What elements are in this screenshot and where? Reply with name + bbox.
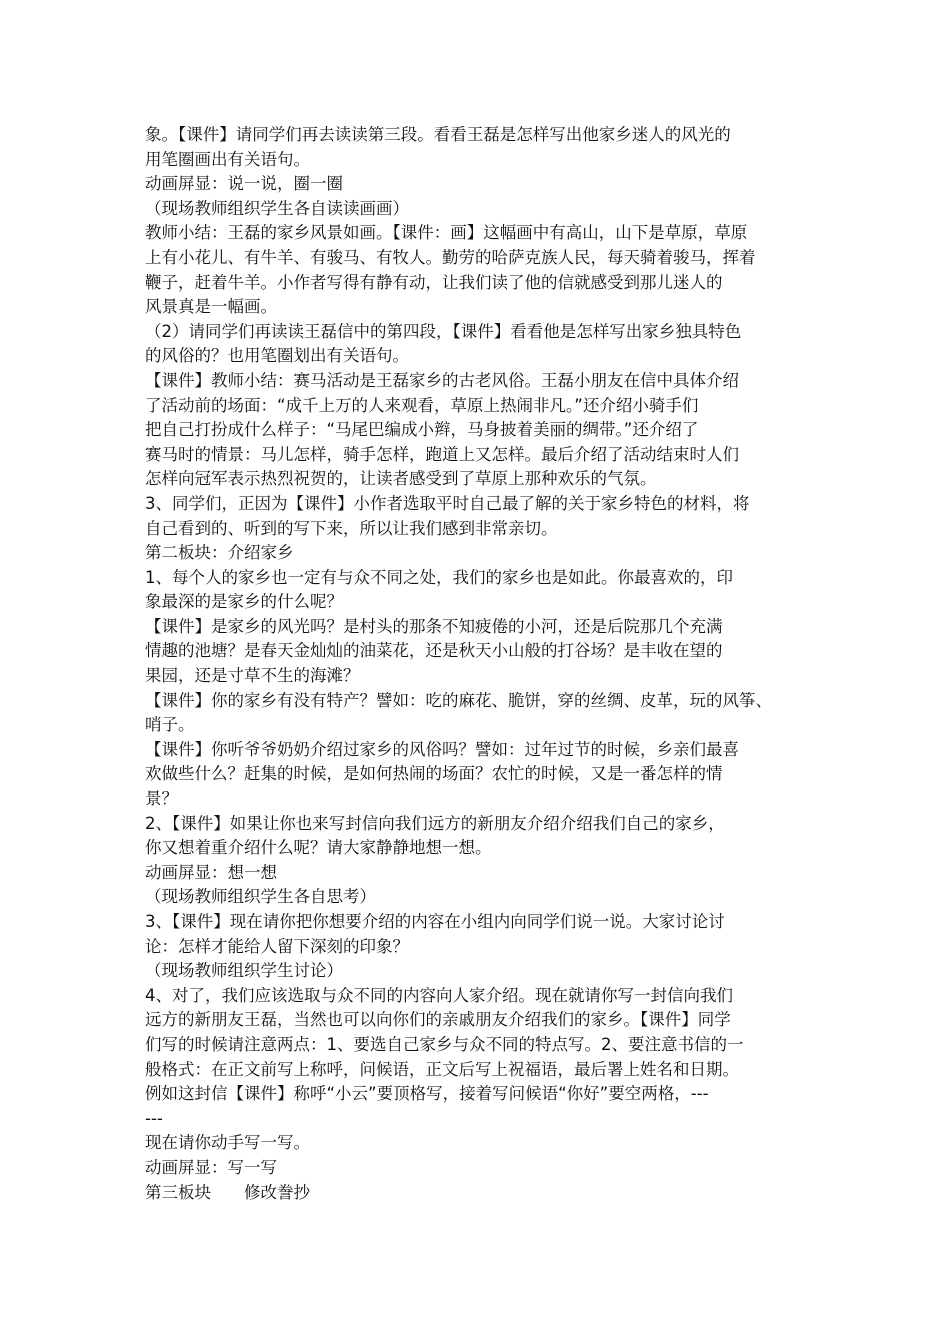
text-line: 3、【课件】现在请你把你想要介绍的内容在小组内向同学们说一说。大家讨论讨: [145, 912, 725, 931]
text-line: 景？: [145, 789, 178, 809]
text-line: 你又想着重介绍什么呢？请大家静静地想一想。: [145, 838, 492, 858]
section-heading: 第三板块 修改誊抄: [145, 1182, 310, 1202]
text-line: 们写的时候请注意两点：1、要选自己家乡与众不同的特点写。2、要注意书信的一: [145, 1034, 744, 1054]
text-line: 3、同学们，正因为【课件】小作者选取平时自己最了解的关于家乡特色的材料，将: [145, 493, 750, 513]
text-line: 【课件】是家乡的风光吗？是村头的那条不知疲倦的小河，还是后院那几个充满: [145, 616, 723, 636]
text-line: 的风俗的？也用笔圈划出有关语句。: [145, 346, 409, 366]
text-line: （2）请同学们再读读王磊信中的第四段，【课件】看看他是怎样写出家乡独具特色: [145, 321, 742, 341]
text-line: 论：怎样才能给人留下深刻的印象？: [145, 936, 409, 956]
text-line: （现场教师组织学生讨论）: [145, 961, 343, 981]
text-line: （现场教师组织学生各自读读画画）: [145, 198, 409, 218]
text-line: 象。【课件】请同学们再去读读第三段。看看王磊是怎样写出他家乡迷人的风光的: [145, 125, 731, 144]
text-line: 例如这封信【课件】称呼“小云”要顶格写，接着写问候语“你好”要空两格，---: [145, 1084, 709, 1104]
text-line: ---: [145, 1108, 163, 1128]
document-body: [145, 123, 813, 1205]
text-line: 用笔圈画出有关语句。: [145, 149, 310, 169]
text-line: 动画屏显：说一说，圈一圈: [145, 174, 343, 194]
text-line: 了活动前的场面：“成千上万的人来观看，草原上热闹非凡。”还介绍小骑手们: [145, 395, 699, 415]
text-line: 欢做些什么？赶集的时候，是如何热闹的场面？农忙的时候，又是一番怎样的情: [145, 764, 723, 784]
text-line: 赛马时的情景：马儿怎样，骑手怎样，跑道上又怎样。最后介绍了活动结束时人们: [145, 444, 739, 464]
text-line: 2、【课件】如果让你也来写封信向我们远方的新朋友介绍介绍我们自己的家乡，: [145, 813, 725, 833]
text-line: 象最深的是家乡的什么呢？: [145, 592, 343, 612]
text-line: 自己看到的、听到的写下来，所以让我们感到非常亲切。: [145, 518, 558, 538]
text-line: 般格式：在正文前写上称呼，问候语，正文后写上祝福语，最后署上姓名和日期。: [145, 1059, 739, 1079]
text-line: 【课件】你听爷爷奶奶介绍过家乡的风俗吗？譬如：过年过节的时候，乡亲们最喜: [145, 739, 739, 759]
text-line: 果园，还是寸草不生的海滩？: [145, 666, 360, 686]
text-line: 把自己打扮成什么样子：“马尾巴编成小辫，马身披着美丽的绸带。”还介绍了: [145, 420, 699, 440]
section-heading: 第二板块：介绍家乡: [145, 543, 294, 563]
text-line: 动画屏显：想一想: [145, 862, 277, 882]
text-line: 怎样向冠军表示热烈祝贺的，让读者感受到了草原上那种欢乐的气氛。: [145, 469, 657, 489]
text-line: 远方的新朋友王磊，当然也可以向你们的亲戚朋友介绍我们的家乡。【课件】同学: [145, 1010, 731, 1030]
text-line: 鞭子，赶着牛羊。小作者写得有静有动，让我们读了他的信就感受到那儿迷人的: [145, 272, 723, 292]
text-line: 【课件】你的家乡有没有特产？譬如：吃的麻花、脆饼，穿的丝绸、皮革，玩的风筝、: [145, 690, 772, 710]
text-line: 1、每个人的家乡也一定有与众不同之处，我们的家乡也是如此。你最喜欢的，印: [145, 567, 733, 587]
text-line: 哨子。: [145, 715, 195, 735]
text-line: 教师小结：王磊的家乡风景如画。【课件：画】这幅画中有高山，山下是草原，草原: [145, 223, 748, 243]
text-line: 风景真是一幅画。: [145, 297, 277, 317]
text-line: （现场教师组织学生各自思考）: [145, 887, 376, 907]
text-line: 【课件】教师小结：赛马活动是王磊家乡的古老风俗。王磊小朋友在信中具体介绍: [145, 370, 739, 390]
text-line: 动画屏显：写一写: [145, 1157, 277, 1177]
text-line: 上有小花儿、有牛羊、有骏马、有牧人。勤劳的哈萨克族人民，每天骑着骏马，挥着: [145, 247, 756, 267]
text-line: 情趣的池塘？是春天金灿灿的油菜花，还是秋天小山般的打谷场？是丰收在望的: [145, 641, 723, 661]
text-line: 现在请你动手写一写。: [145, 1133, 310, 1153]
text-line: 4、对了，我们应该选取与众不同的内容向人家介绍。现在就请你写一封信向我们: [145, 985, 733, 1005]
